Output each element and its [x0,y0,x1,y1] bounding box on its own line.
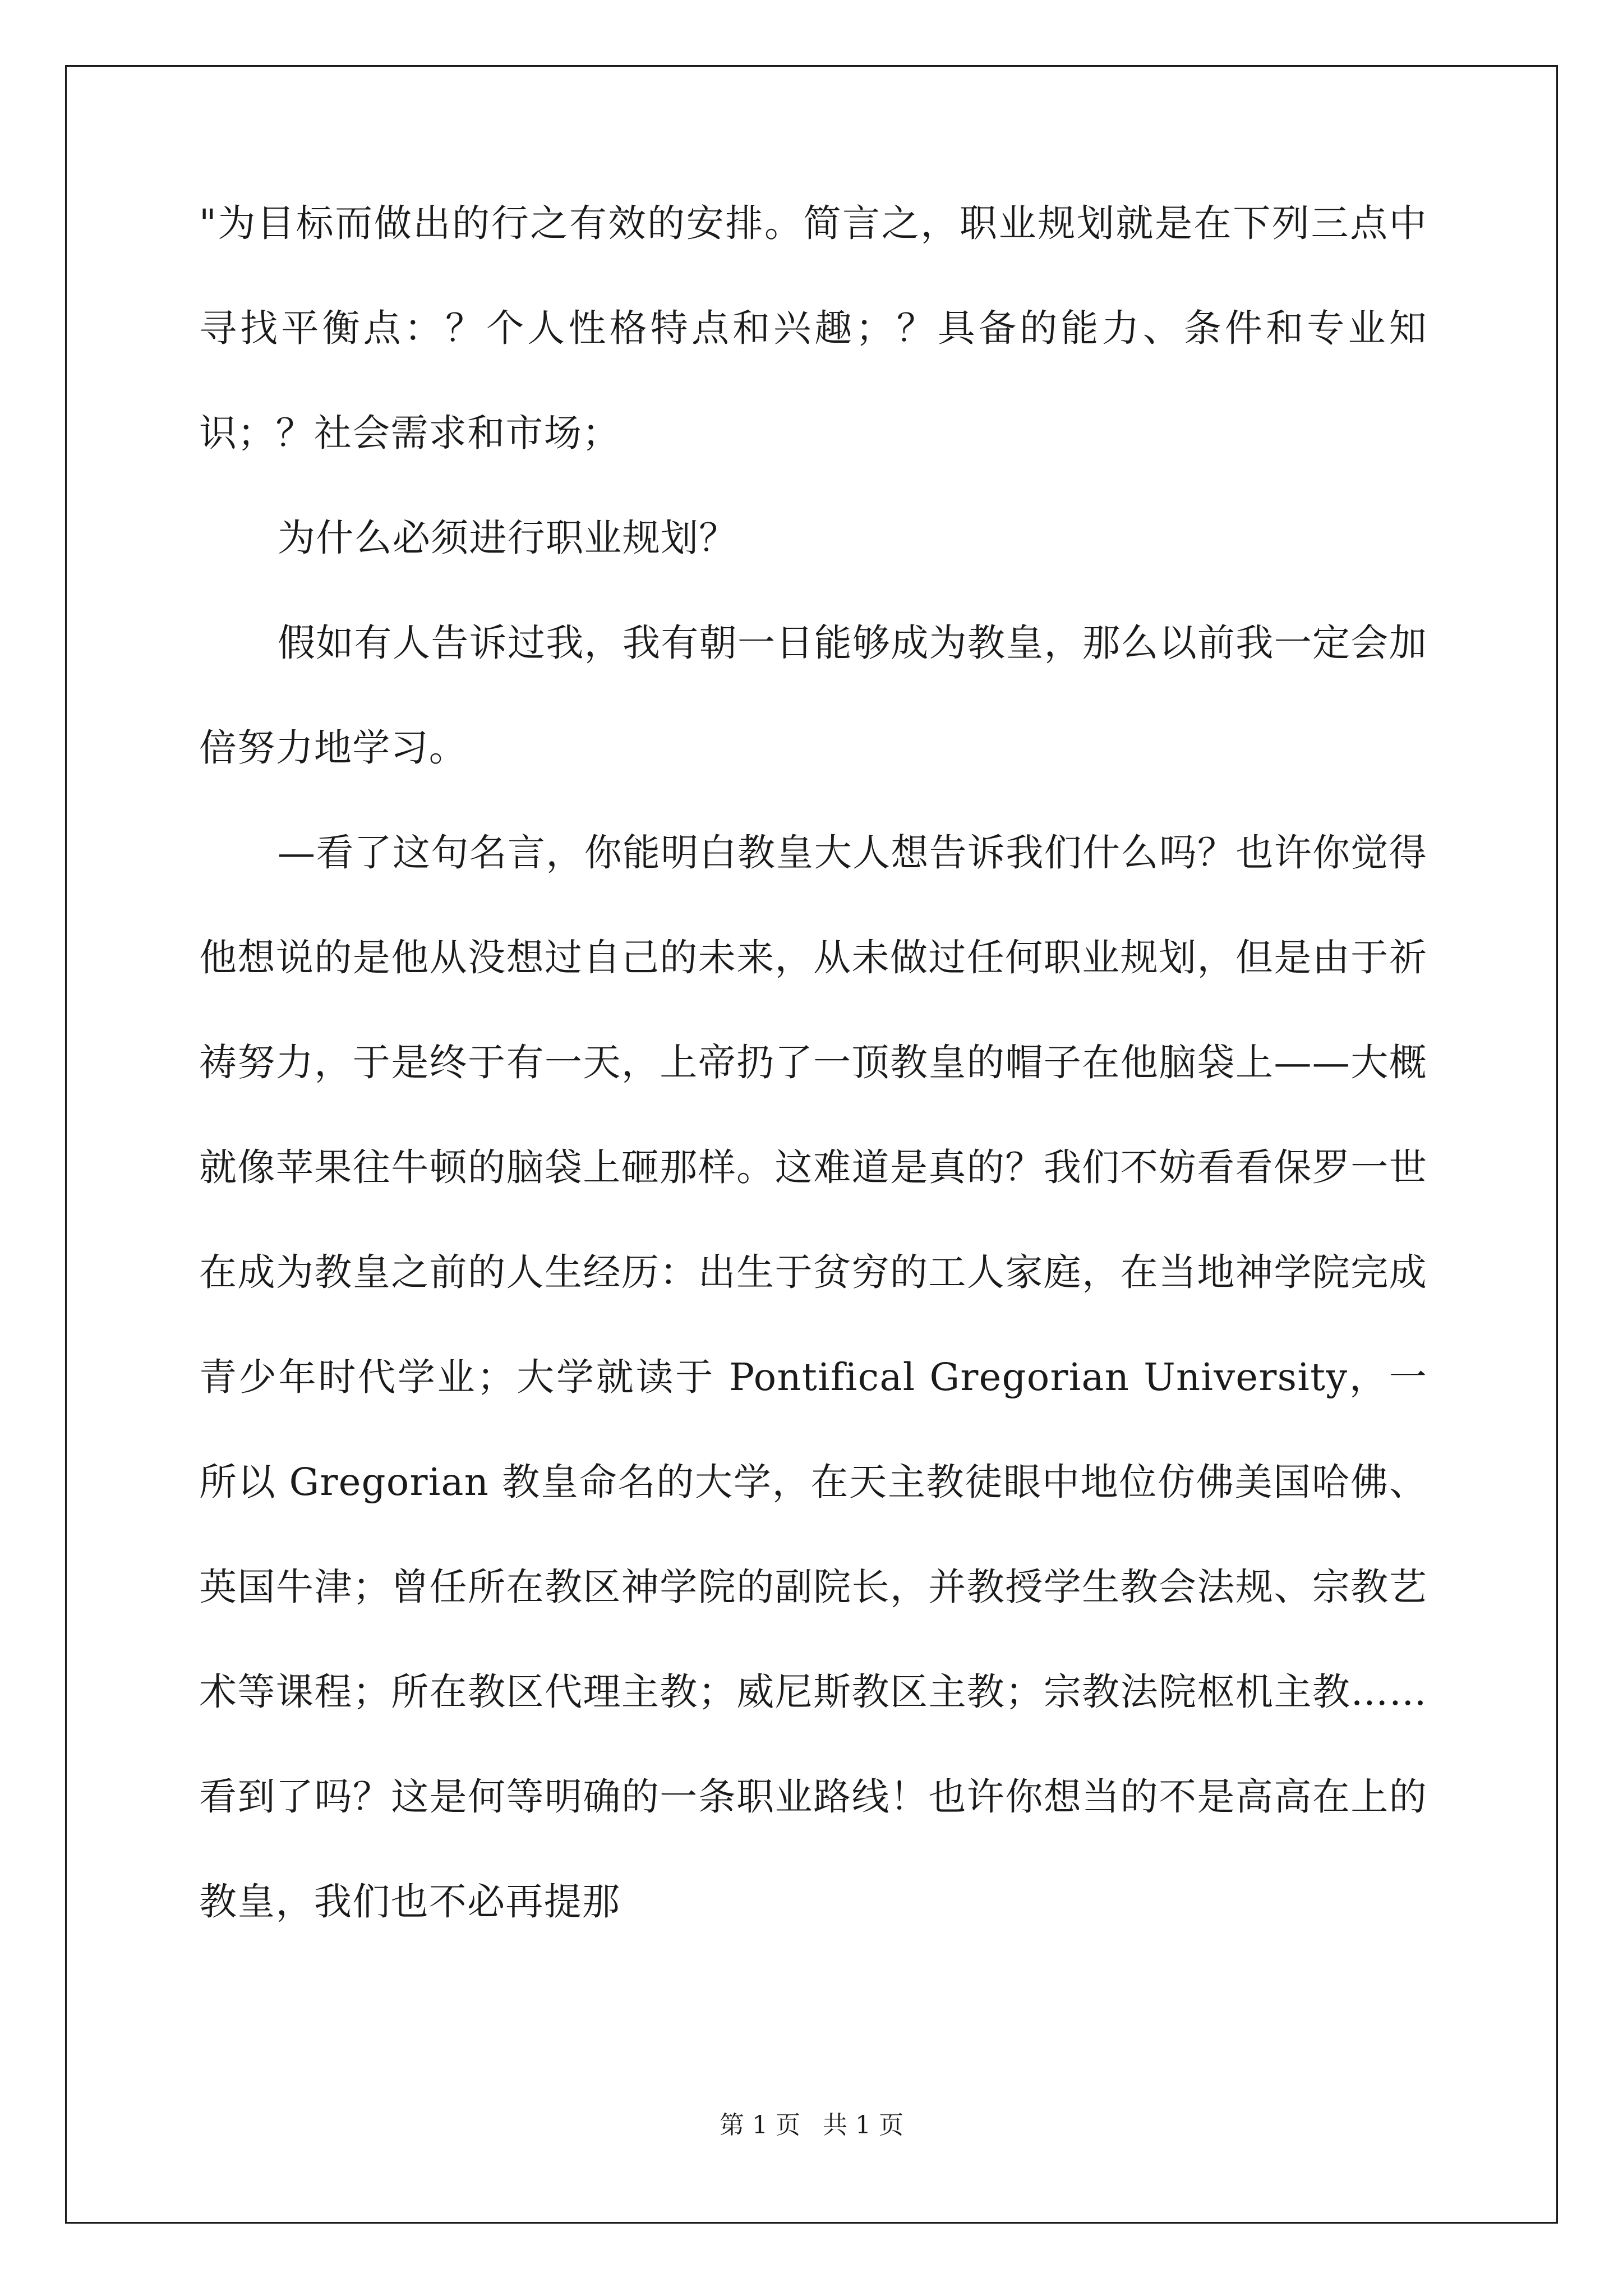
page-number: 第 1 页 [720,2111,800,2139]
paragraph-1: "为目标而做出的行之有效的安排。简言之，职业规划就是在下列三点中寻找平衡点：？个人性格特点和兴趣；？具备的能力、条件和专业知识；？社会需求和市场； [199,201,1427,455]
paragraph-2: 为什么必须进行职业规划？ [278,516,737,560]
paragraph-4: —看了这句名言，你能明白教皇大人想告诉我们什么吗？也许你觉得他想说的是他从没想过自己的未来，从未做过任何职业规划，但是由于祈祷努力，于是终于有一天，上帝扔了一顶教皇的帽子在他脑袋上——大概就像苹果往牛顿的脑袋上砸那样。这难道是真的？我们不妨看看保罗一世在成为教皇之前的人生经历：出生于贫穷的工人家庭，在当地神学院完成青少年时代学业；大学就读于 Pontifical Gregorian University，一所以 Gregorian 教皇命名的大学，在天主教徒眼中地位仿佛美国哈佛、英国牛津；曾任所在教区神学院的副院长，并教授学生教会法规、宗教艺术等课程；所在教区代理主教；威尼斯教区主教；宗教法院枢机主教……看到了吗？这是何等明确的一条职业路线！也许你想当的不是高高在上的教皇，我们也不必再提那 [199,831,1427,1924]
page-footer [0,2105,1623,2141]
paragraph-3: 假如有人告诉过我，我有朝一日能够成为教皇，那么以前我一定会加倍努力地学习。 [199,621,1427,770]
document-body [199,171,1427,1954]
page-total: 共 1 页 [823,2111,903,2139]
